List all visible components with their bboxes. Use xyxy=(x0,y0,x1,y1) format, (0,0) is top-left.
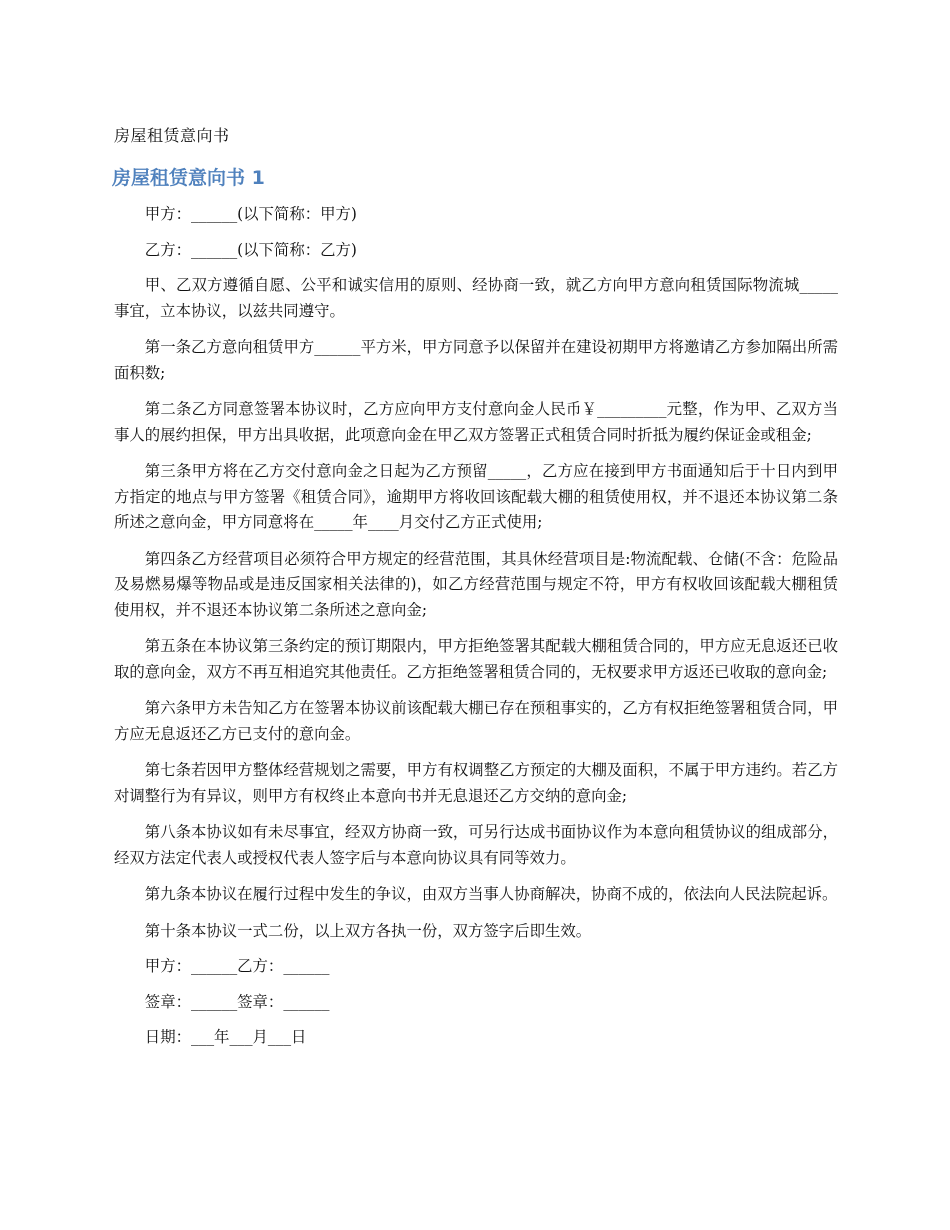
article-1: 第一条乙方意向租赁甲方______平方米，甲方同意予以保留并在建设初期甲方将邀请乙方参加隔出所需面积数; xyxy=(114,338,838,382)
party-b-line: 乙方：______(以下简称：乙方) xyxy=(144,240,357,259)
party-a-line: 甲方：______(以下简称：甲方) xyxy=(144,205,357,223)
document-title: 房屋租赁意向书 xyxy=(114,126,230,145)
section-heading: 房屋租赁意向书 1 xyxy=(112,167,265,189)
date-line: 日期：___年___月___日 xyxy=(144,1028,307,1046)
article-8: 第八条本协议如有未尽事宜，经双方协商一致，可另行达成书面协议作为本意向租赁协议的组成部分，经双方法定代表人或授权代表人签字后与本意向协议具有同等效力。 xyxy=(114,823,838,867)
article-7: 第七条若因甲方整体经营规划之需要，甲方有权调整乙方预定的大棚及面积，不属于甲方违约。若乙方对调整行为有异议，则甲方有权终止本意向书并无息退还乙方交纳的意向金; xyxy=(114,761,838,805)
article-4: 第四条乙方经营项目必须符合甲方规定的经营范围，其具休经营项目是:物流配载、仓储(不含：危险品及易燃易爆等物品或是违反国家相关法律的)，如乙方经营范围与规定不符，甲方有权收回该配载大棚租赁使用权，并不退还本协议第二条所述之意向金; xyxy=(114,549,838,619)
article-6: 第六条甲方未告知乙方在签署本协议前该配载大棚已存在预租事实的，乙方有权拒绝签署租赁合同，甲方应无息返还乙方已支付的意向金。 xyxy=(114,699,838,743)
document-body xyxy=(114,202,838,1061)
article-2: 第二条乙方同意签署本协议时，乙方应向甲方支付意向金人民币￥_________元整，作为甲、乙双方当事人的展约担保，甲方出具收据，此项意向金在甲乙双方签署正式租赁合同时折抵为履约保证金或租金; xyxy=(114,400,838,444)
signature-parties-line: 甲方：______乙方：______ xyxy=(144,957,330,975)
seal-line: 签章：______签章：______ xyxy=(144,992,330,1011)
article-5: 第五条在本协议第三条约定的预订期限内，甲方拒绝签署其配载大棚租赁合同的，甲方应无息返还已收取的意向金，双方不再互相追究其他责任。乙方拒绝签署租赁合同的，无权要求甲方返还已收取的意向金; xyxy=(114,637,838,681)
article-3: 第三条甲方将在乙方交付意向金之日起为乙方预留_____，乙方应在接到甲方书面通知后于十日内到甲方指定的地点与甲方签署《租赁合同》，逾期甲方将收回该配载大棚的租赁使用权，并不退还本协议第二条所述之意向金，甲方同意将在_____年____月交付乙方正式使用; xyxy=(114,462,838,531)
article-10: 第十条本协议一式二份，以上双方各执一份，双方签字后即生效。 xyxy=(144,921,592,940)
preamble-paragraph: 甲、乙双方遵循自愿、公平和诚实信用的原则、经协商一致，就乙方向甲方意向租赁国际物流城_____事宜，立本协议，以兹共同遵守。 xyxy=(114,276,838,320)
article-9: 第九条本协议在履行过程中发生的争议，由双方当事人协商解决，协商不成的，依法向人民法院起诉。 xyxy=(144,885,838,903)
